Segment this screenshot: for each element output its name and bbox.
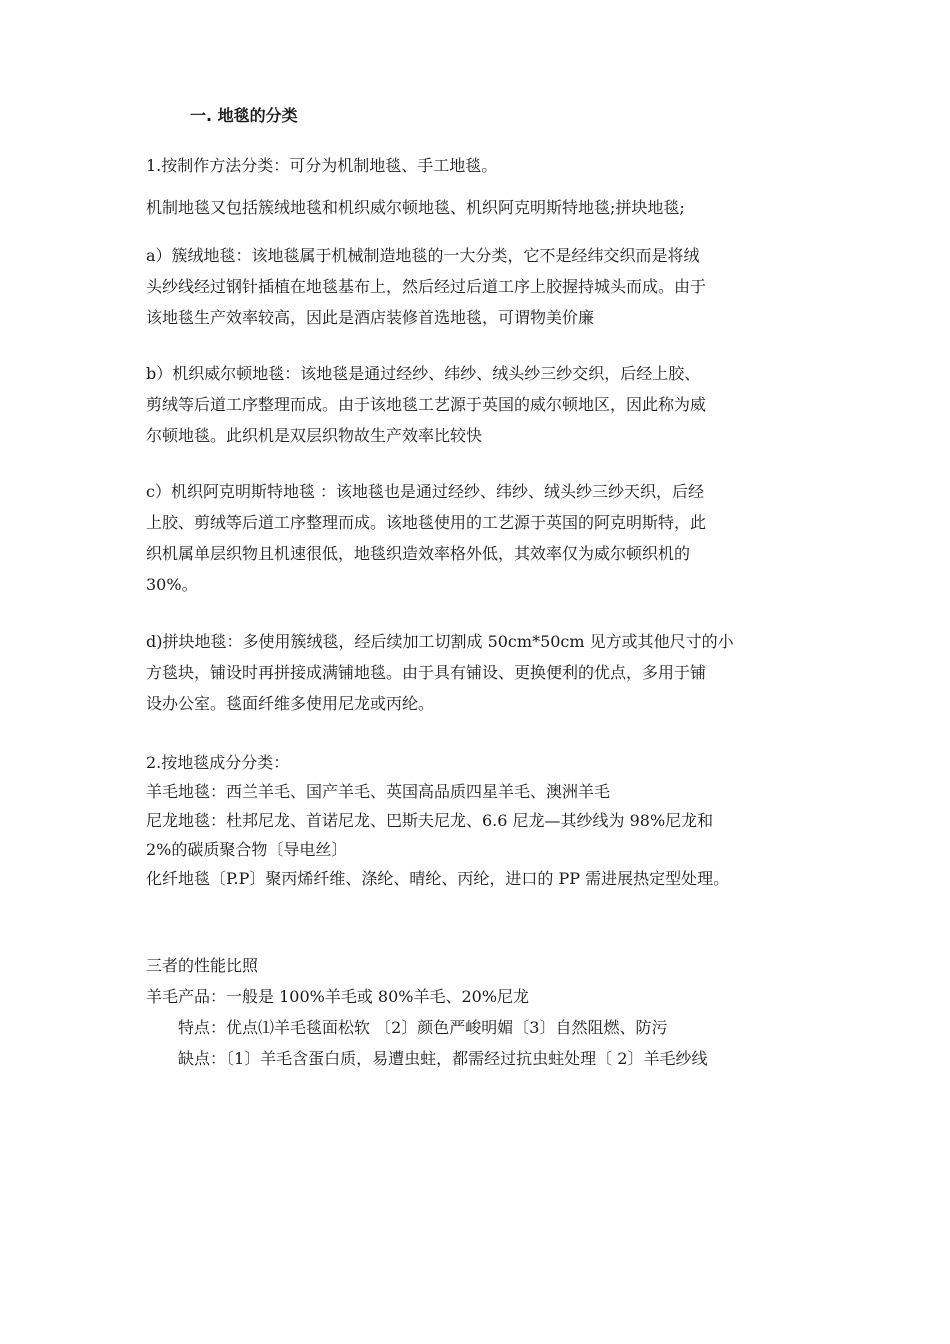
paragraph-line: b）机织威尔顿地毯：该地毯是通过经纱、纬纱、绒头纱三纱交织，后经上胶、 [146, 364, 701, 383]
section1-title-block [146, 150, 816, 181]
nylon-carpet-line: 2%的碳质聚合物〔导电丝〕 [146, 840, 348, 859]
paragraph-line: 方毯块，铺设时再拼接成满铺地毯。由于具有铺设、更换便利的优点，多用于铺 [146, 663, 707, 682]
nylon-carpet-line: 尼龙地毯：杜邦尼龙、首诺尼龙、巴斯夫尼龙、6.6 尼龙—其纱线为 98%尼龙和 [146, 811, 714, 830]
section2-title: 2.按地毯成分分类： [146, 753, 290, 772]
paragraph-line: a）簇绒地毯：该地毯属于机械制造地毯的一大分类，它不是经纬交织而是将绒 [146, 246, 700, 265]
paragraph-line: 织机属单层织物且机速很低，地毯织造效率格外低，其效率仅为威尔顿织机的 [146, 544, 691, 563]
wool-carpet-line: 羊毛地毯：西兰羊毛、国产羊毛、英国高品质四星羊毛、澳洲羊毛 [146, 782, 611, 801]
paragraph-line: 该地毯生产效率较高，因此是酒店装修首选地毯，可谓物美价廉 [146, 308, 595, 327]
section-heading: 一. 地毯的分类 [190, 106, 298, 125]
paragraph-d [146, 626, 816, 719]
comparison-title: 三者的性能比照 [146, 956, 259, 975]
section1-intro-block [146, 192, 816, 223]
paragraph-b [146, 358, 816, 451]
paragraph-c [146, 476, 816, 600]
paragraph-line: 30%。 [146, 575, 198, 594]
paragraph-line: 设办公室。毯面纤维多使用尼龙或丙纶。 [146, 694, 435, 713]
drawbacks-line: 缺点：〔1〕羊毛含蛋白质，易遭虫蛀，都需经过抗虫蛀处理〔 2〕羊毛纱线 [178, 1049, 708, 1068]
features-line: 特点：优点⑴羊毛毯面松软 〔2〕颜色严峻明媚〔3〕自然阻燃、防污 [178, 1018, 668, 1037]
synthetic-carpet-line: 化纤地毯〔P.P〕聚丙烯纤维、涤纶、晴纶、丙纶，进口的 PP 需进展热定型处理。 [146, 869, 730, 888]
paragraph-line: 上胶、剪绒等后道工序整理而成。该地毯使用的工艺源于英国的阿克明斯特，此 [146, 513, 707, 532]
paragraph-a [146, 240, 816, 333]
paragraph-line: 剪绒等后道工序整理而成。由于该地毯工艺源于英国的威尔顿地区，因此称为威 [146, 395, 707, 414]
section1-intro: 机制地毯又包括簇绒地毯和机织威尔顿地毯、机织阿克明斯特地毯;拼块地毯; [146, 198, 685, 217]
paragraph-line: 尔顿地毯。此织机是双层织物故生产效率比较快 [146, 426, 483, 445]
section2-block [146, 748, 816, 893]
wool-product-line: 羊毛产品：一般是 100%羊毛或 80%羊毛、20%尼龙 [146, 987, 530, 1006]
paragraph-line: d)拼块地毯：多使用簇绒毯，经后续加工切割成 50cm*50cm 见方或其他尺寸的小 [146, 632, 734, 651]
paragraph-line: c）机织阿克明斯特地毯 ：该地毯也是通过经纱、纬纱、绒头纱三纱天织，后经 [146, 482, 705, 501]
comparison-block [146, 950, 816, 1074]
paragraph-line: 头纱线经过钢针插植在地毯基布上，然后经过后道工序上胶握持城头而成。由于 [146, 277, 707, 296]
section1-title: 1.按制作方法分类：可分为机制地毯、手工地毯。 [146, 156, 498, 175]
